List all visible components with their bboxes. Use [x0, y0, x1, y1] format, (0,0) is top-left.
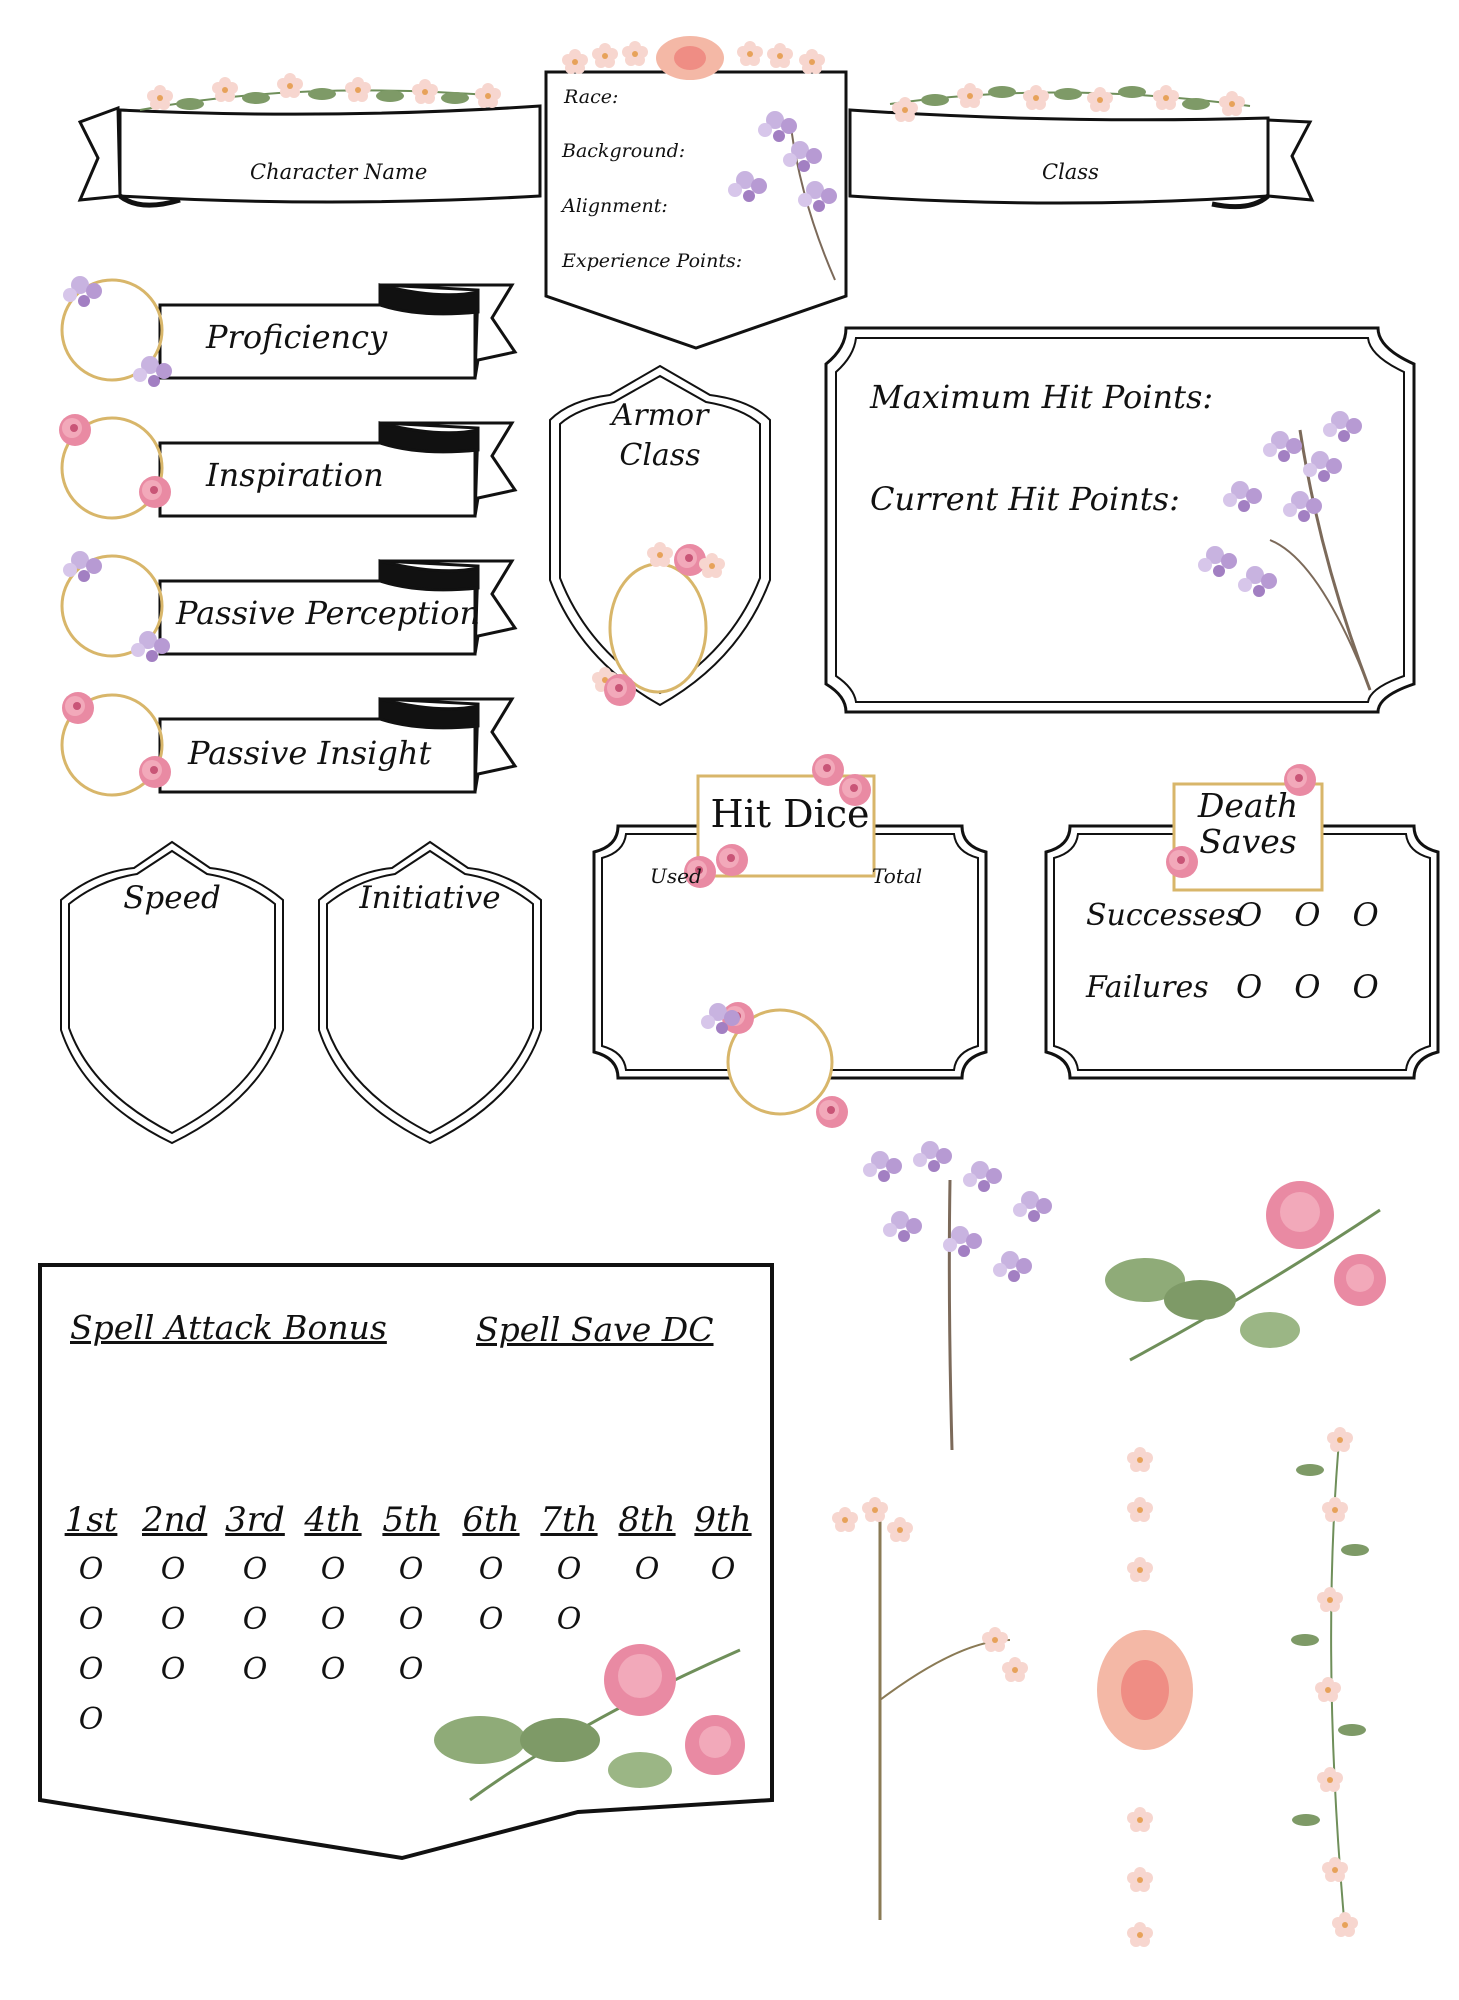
- proficiency-label: Proficiency: [206, 318, 388, 356]
- spell-level-label: 6th: [462, 1500, 520, 1540]
- spell-slot-bubble[interactable]: O: [556, 1602, 582, 1637]
- spell-slot-bubble[interactable]: O: [634, 1552, 660, 1587]
- armor-class-oval: [610, 564, 706, 692]
- sticker-magnolia-column: [1097, 1447, 1193, 1947]
- current-hit-points-label: Current Hit Points:: [870, 480, 1180, 518]
- success-bubbles: [1236, 896, 1379, 934]
- sticker-lilac: [863, 1141, 1052, 1450]
- spell-slot-bubble[interactable]: O: [160, 1552, 186, 1587]
- sticker-wildflower: [832, 1497, 1028, 1920]
- spell-level-label: 2nd: [142, 1500, 208, 1540]
- spell-slot-bubble[interactable]: O: [160, 1652, 186, 1687]
- spell-level-label: 5th: [382, 1500, 440, 1540]
- failure-bubble[interactable]: O: [1236, 968, 1263, 1006]
- spell-attack-bonus-label: Spell Attack Bonus: [70, 1308, 387, 1347]
- successes-label: Successes: [1086, 898, 1242, 933]
- sticker-rose-branch: [1105, 1181, 1386, 1360]
- spell-slot-bubble[interactable]: O: [398, 1552, 424, 1587]
- info-shield-lilac: [728, 111, 837, 280]
- spell-save-dc-label: Spell Save DC: [476, 1310, 714, 1349]
- spell-slot-bubble[interactable]: O: [478, 1552, 504, 1587]
- spell-level-label: 1st: [64, 1500, 118, 1540]
- spell-level-column: [142, 1500, 208, 1702]
- spell-slot-bubble[interactable]: O: [398, 1652, 424, 1687]
- background-label: Background:: [562, 140, 686, 162]
- spell-slot-grid: [60, 1500, 750, 1750]
- success-bubble[interactable]: O: [1236, 896, 1263, 934]
- alignment-label: Alignment:: [562, 195, 668, 217]
- failure-bubbles: [1236, 968, 1379, 1006]
- spell-slot-bubble[interactable]: O: [478, 1602, 504, 1637]
- speed-label: Speed: [123, 880, 221, 916]
- success-bubble[interactable]: O: [1352, 896, 1379, 934]
- spell-slot-bubble[interactable]: O: [320, 1652, 346, 1687]
- spell-slot-bubble[interactable]: O: [556, 1552, 582, 1587]
- spell-slot-bubble[interactable]: O: [78, 1702, 104, 1737]
- spell-slot-bubble[interactable]: O: [398, 1602, 424, 1637]
- hit-dice-total-label: Total: [872, 864, 923, 888]
- spell-slot-bubble[interactable]: O: [78, 1652, 104, 1687]
- race-label: Race:: [564, 86, 619, 108]
- inspiration-label: Inspiration: [206, 456, 384, 494]
- passive-insight-label: Passive Insight: [188, 734, 432, 772]
- spell-slot-bubble[interactable]: O: [320, 1602, 346, 1637]
- spell-slot-bubble[interactable]: O: [242, 1602, 268, 1637]
- sticker-blossom-vine: [1291, 1427, 1369, 1937]
- spell-level-label: 7th: [540, 1500, 598, 1540]
- spell-level-label: 8th: [618, 1500, 676, 1540]
- spell-level-label: 3rd: [225, 1500, 285, 1540]
- spell-level-column: [380, 1500, 442, 1702]
- spell-level-column: [538, 1500, 600, 1652]
- top-right-garland: [890, 83, 1250, 122]
- spell-slot-bubble[interactable]: O: [320, 1552, 346, 1587]
- spell-slot-bubble[interactable]: O: [78, 1602, 104, 1637]
- armor-class-line-2: Class: [619, 438, 701, 473]
- spell-slot-bubble[interactable]: O: [160, 1602, 186, 1637]
- spell-level-column: [224, 1500, 286, 1702]
- spell-slot-bubble[interactable]: O: [242, 1652, 268, 1687]
- spell-slot-bubble[interactable]: O: [78, 1552, 104, 1587]
- spell-level-column: [302, 1500, 364, 1702]
- spell-slot-bubble[interactable]: O: [710, 1552, 736, 1587]
- spell-level-column: [60, 1500, 122, 1752]
- experience-points-label: Experience Points:: [562, 250, 743, 272]
- spell-level-label: 9th: [694, 1500, 752, 1540]
- armor-class-label: [590, 396, 730, 476]
- death-saves-title-line-2: Saves: [1199, 822, 1297, 861]
- hit-dice-title: Hit Dice: [710, 792, 870, 836]
- top-center-garland: [562, 36, 825, 80]
- success-bubble[interactable]: O: [1294, 896, 1321, 934]
- character-name-label: Character Name: [250, 160, 428, 184]
- failure-bubble[interactable]: O: [1352, 968, 1379, 1006]
- failures-label: Failures: [1086, 970, 1209, 1005]
- class-label: Class: [1042, 160, 1099, 184]
- spell-level-label: 4th: [304, 1500, 362, 1540]
- death-saves-title-line-1: Death: [1197, 786, 1299, 825]
- maximum-hit-points-label: Maximum Hit Points:: [870, 378, 1214, 416]
- spell-level-column: [692, 1500, 754, 1602]
- armor-class-line-1: Armor: [611, 398, 709, 433]
- hit-dice-used-label: Used: [650, 864, 702, 888]
- spell-slot-bubble[interactable]: O: [242, 1552, 268, 1587]
- initiative-label: Initiative: [359, 880, 501, 916]
- failure-bubble[interactable]: O: [1294, 968, 1321, 1006]
- top-left-garland: [140, 73, 501, 110]
- spell-level-column: [616, 1500, 678, 1602]
- passive-perception-label: Passive Perception: [176, 594, 481, 632]
- hit-points-lilac: [1198, 411, 1370, 690]
- death-saves-title: [1180, 788, 1316, 860]
- spell-level-column: [460, 1500, 522, 1652]
